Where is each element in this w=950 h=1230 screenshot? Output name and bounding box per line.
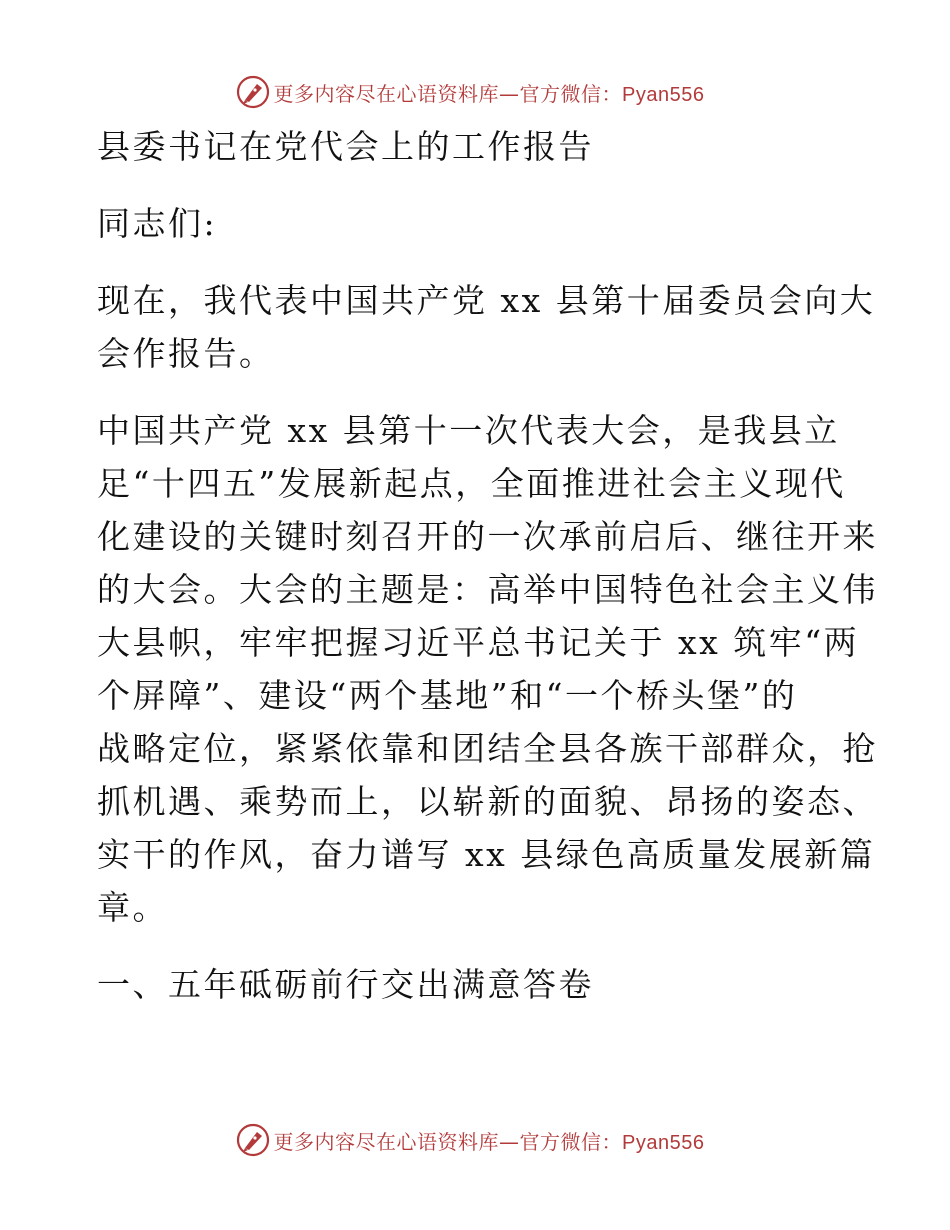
paragraph-line: 足“十四五”发展新起点，全面推进社会主义现代 bbox=[97, 464, 846, 503]
paragraph-line: 大县帜，牢牢把握习近平总书记关于 xx 筑牢“两 bbox=[97, 623, 860, 662]
paragraph-line: 个屏障”、建设“两个基地”和“一个桥头堡”的 bbox=[97, 676, 798, 715]
watermark-main: 更多内容尽在心语资料库 bbox=[273, 81, 500, 106]
paragraph-line: 战略定位，紧紧依靠和团结全县各族干部群众，抢 bbox=[97, 729, 878, 768]
document-body bbox=[97, 120, 878, 1011]
section-heading-1: 一、五年砥砺前行交出满意答卷 bbox=[97, 965, 594, 1004]
paragraph-line: 实干的作风，奋力谱写 xx 县绿色高质量发展新篇 bbox=[97, 835, 876, 874]
header-watermark bbox=[0, 72, 950, 112]
salutation: 同志们: bbox=[97, 204, 218, 243]
footer-watermark bbox=[0, 1120, 950, 1160]
paragraph-line: 现在，我代表中国共产党 xx 县第十届委员会向大 bbox=[97, 281, 876, 320]
paragraph-line: 化建设的关键时刻召开的一次承前启后、继往开来 bbox=[97, 517, 878, 556]
watermark-wechat-id: Pyan556 bbox=[622, 83, 705, 106]
watermark-separator: — bbox=[499, 81, 520, 106]
watermark-suffix: 官方微信： bbox=[519, 81, 623, 106]
paragraph-line: 章。 bbox=[97, 888, 168, 927]
document-title: 县委书记在党代会上的工作报告 bbox=[97, 127, 594, 166]
paragraph-line: 的大会。大会的主题是：高举中国特色社会主义伟 bbox=[97, 570, 878, 609]
watermark-wechat-id: Pyan556 bbox=[622, 1131, 705, 1154]
watermark-text bbox=[274, 1126, 705, 1155]
watermark-main: 更多内容尽在心语资料库 bbox=[273, 1129, 500, 1154]
pen-nib-logo-icon bbox=[236, 75, 270, 109]
paragraph-line: 会作报告。 bbox=[97, 334, 275, 373]
watermark-suffix: 官方微信： bbox=[519, 1129, 623, 1154]
watermark-separator: — bbox=[499, 1129, 520, 1154]
pen-nib-logo-icon bbox=[236, 1123, 270, 1157]
paragraph-2 bbox=[97, 404, 878, 934]
paragraph-line: 中国共产党 xx 县第十一次代表大会，是我县立 bbox=[97, 411, 840, 450]
paragraph-1 bbox=[97, 274, 876, 380]
paragraph-line: 抓机遇、乘势而上，以崭新的面貌、昂扬的姿态、 bbox=[97, 782, 878, 821]
watermark-text bbox=[274, 78, 705, 107]
